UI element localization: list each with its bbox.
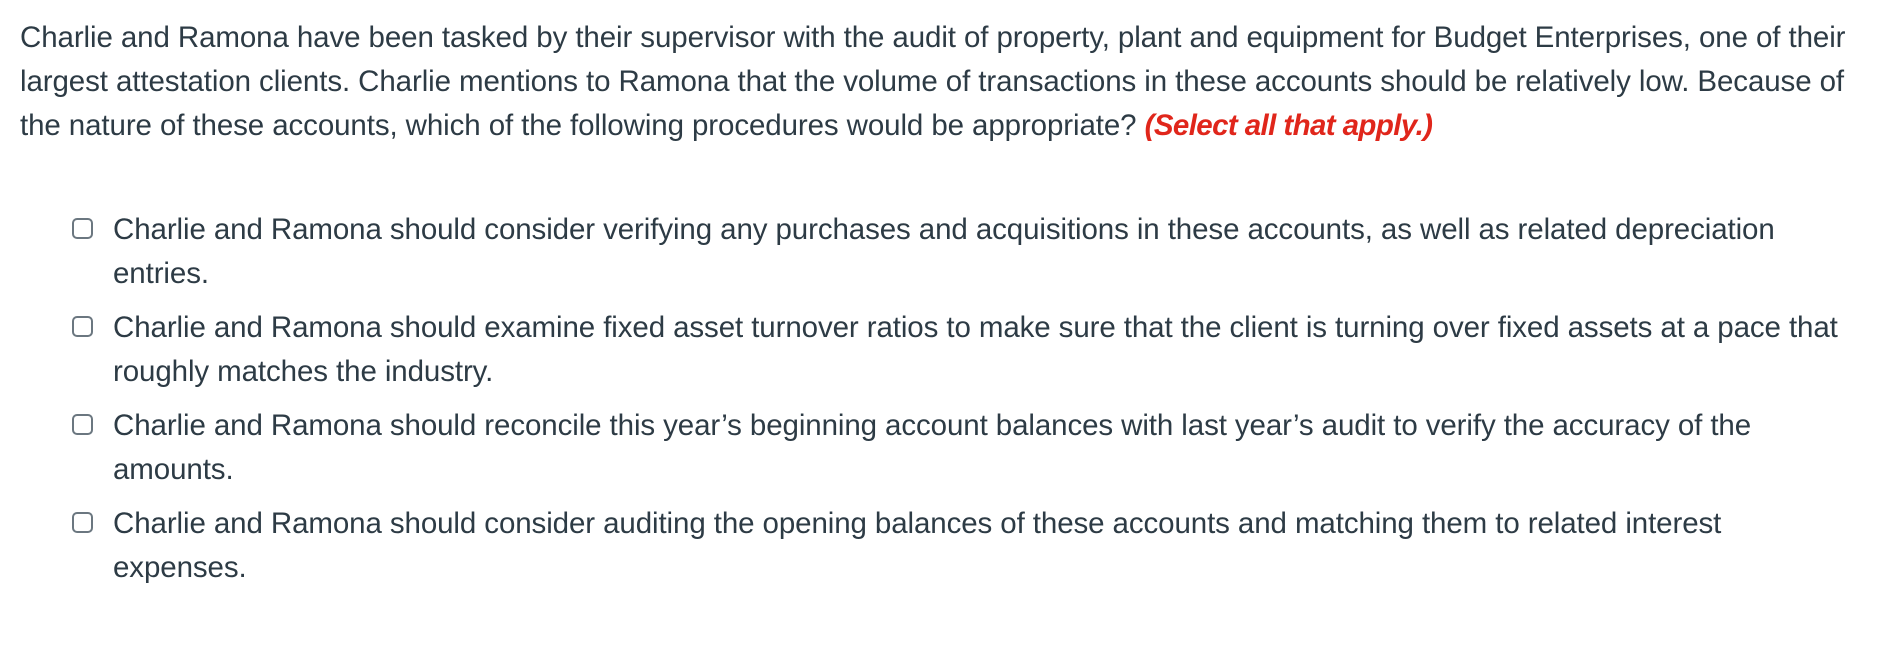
- answer-4-checkbox[interactable]: [72, 512, 93, 533]
- answer-options-list: [70, 208, 1860, 600]
- answer-option-1[interactable]: [70, 208, 1860, 296]
- answer-1-label[interactable]: Charlie and Ramona should consider verifying any purchases and acquisitions in these accounts, as well as related depreciation entries.: [113, 213, 1775, 290]
- answer-option-4[interactable]: [70, 502, 1860, 590]
- answer-1-checkbox[interactable]: [72, 218, 93, 239]
- question-prompt: Charlie and Ramona have been tasked by their supervisor with the audit of property, plant and equipment for Budget Enterprises, one of their largest attestation clients. Charlie mentions to Ramona that the volume of transactions in these accounts should be relatively low. Because of the nature of these accounts, which of the following procedures would be appropriate?: [20, 21, 1846, 142]
- answer-3-label[interactable]: Charlie and Ramona should reconcile this year’s beginning account balances with last year’s audit to verify the accuracy of the amounts.: [113, 409, 1752, 486]
- answer-option-3[interactable]: [70, 404, 1860, 492]
- answer-option-2[interactable]: [70, 306, 1860, 394]
- select-all-instruction: (Select all that apply.): [1144, 109, 1433, 142]
- answer-3-checkbox[interactable]: [72, 414, 93, 435]
- answer-2-label[interactable]: Charlie and Ramona should examine fixed asset turnover ratios to make sure that the client is turning over fixed assets at a pace that roughly matches the industry.: [113, 311, 1838, 388]
- answer-4-label[interactable]: Charlie and Ramona should consider auditing the opening balances of these accounts and matching them to related interest expenses.: [113, 507, 1722, 584]
- answer-2-checkbox[interactable]: [72, 316, 93, 337]
- question-text-block: [20, 16, 1880, 148]
